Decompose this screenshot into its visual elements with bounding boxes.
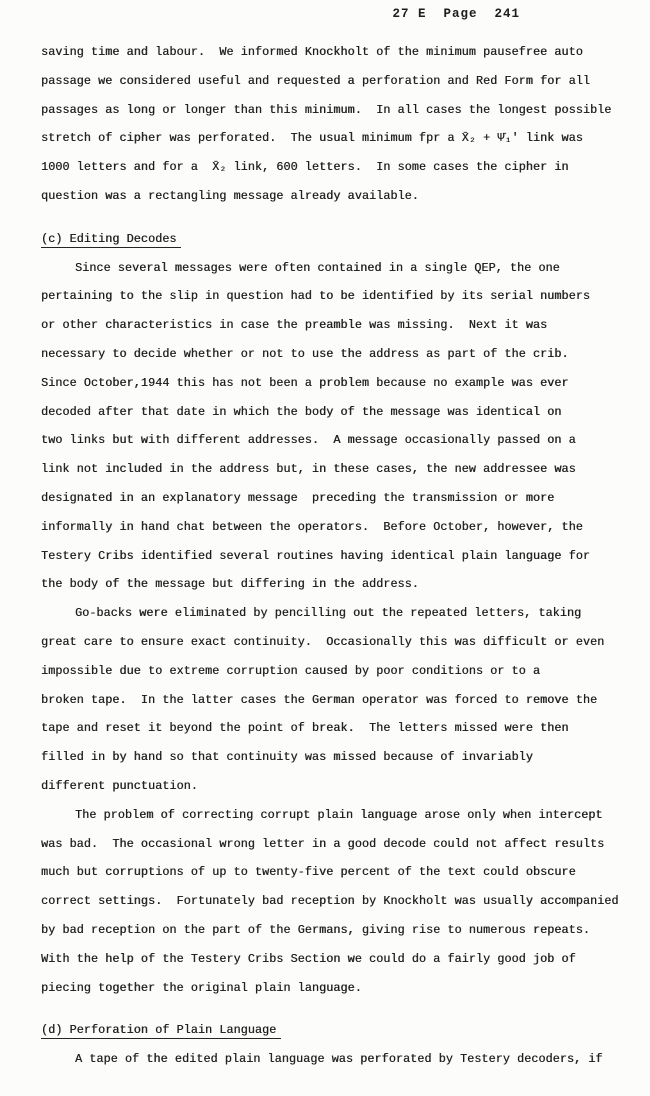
text-line: link not included in the address but, in these cases, the new addressee was — [41, 462, 576, 477]
text-line: Testery Cribs identified several routines having identical plain language for — [41, 548, 590, 563]
text-line: the body of the message but differing in the address. — [41, 577, 419, 592]
section-heading — [41, 1016, 620, 1045]
text-line: necessary to decide whether or not to use the address as part of the crib. — [41, 346, 569, 361]
text-line: two links but with different addresses. A message occasionally passed on a — [41, 433, 576, 448]
page-header: 27 E Page 241 — [392, 7, 520, 21]
text-line: informally in hand chat between the operators. Before October, however, the — [41, 519, 583, 534]
paragraph — [41, 254, 620, 600]
paragraph — [41, 801, 620, 1003]
text-line: saving time and labour. We informed Knockholt of the minimum pausefree auto — [41, 45, 583, 59]
text-line: passages as long or longer than this minimum. In all cases the longest possible — [41, 102, 612, 117]
text-line: question was a rectangling message already available. — [41, 188, 419, 203]
text-line: With the help of the Testery Cribs Section we could do a fairly good job of — [41, 951, 576, 966]
text-line: filled in by hand so that continuity was missed because of invariably — [41, 750, 533, 765]
paragraph — [41, 1045, 620, 1074]
document-body — [41, 38, 620, 1074]
text-line: Since October,1944 this has not been a problem because no example was ever — [41, 375, 569, 390]
text-line: much but corruptions of up to twenty-five percent of the text could obscure — [41, 865, 576, 880]
text-line: passage we considered useful and requested a perforation and Red Form for all — [41, 73, 590, 88]
text-line: pertaining to the slip in question had to be identified by its serial numbers — [41, 289, 590, 304]
text-line: decoded after that date in which the body of the message was identical on — [41, 404, 562, 419]
paragraph — [41, 38, 620, 211]
text-line: or other characteristics in case the preamble was missing. Next it was — [41, 318, 548, 333]
section-heading-text: (c) Editing Decodes — [41, 232, 181, 248]
text-line: different punctuation. — [41, 778, 198, 793]
paragraph — [41, 599, 620, 801]
text-line: Go-backs were eliminated by pencilling out the repeated letters, taking — [75, 606, 582, 621]
text-line: great care to ensure exact continuity. Occasionally this was difficult or even — [41, 634, 605, 649]
text-line: Since several messages were often contained in a single QEP, the one — [75, 260, 560, 275]
text-line: designated in an explanatory message preceding the transmission or more — [41, 490, 555, 505]
text-line: by bad reception on the part of the Germans, giving rise to numerous repeats. — [41, 922, 590, 937]
text-line: stretch of cipher was perforated. The usual minimum fpr a X̄₂ + Ψ̄₁′ link was — [41, 131, 583, 146]
text-line: was bad. The occasional wrong letter in a good decode could not affect results — [41, 836, 605, 851]
section-heading-text: (d) Perforation of Plain Language — [41, 1023, 281, 1039]
text-line: tape and reset it beyond the point of break. The letters missed were then — [41, 721, 569, 736]
text-line: correct settings. Fortunately bad reception by Knockholt was usually accompanied — [41, 894, 619, 909]
section-heading — [41, 225, 620, 254]
text-line: 1000 letters and for a X̄₂ link, 600 letters. In some cases the cipher in — [41, 160, 569, 175]
text-line: broken tape. In the latter cases the German operator was forced to remove the — [41, 692, 598, 707]
text-line: A tape of the edited plain language was perforated by Testery decoders, if — [75, 1052, 603, 1067]
text-line: piecing together the original plain language. — [41, 980, 362, 995]
text-line: impossible due to extreme corruption caused by poor conditions or to a — [41, 663, 541, 678]
text-line: The problem of correcting corrupt plain language arose only when intercept — [75, 807, 603, 822]
